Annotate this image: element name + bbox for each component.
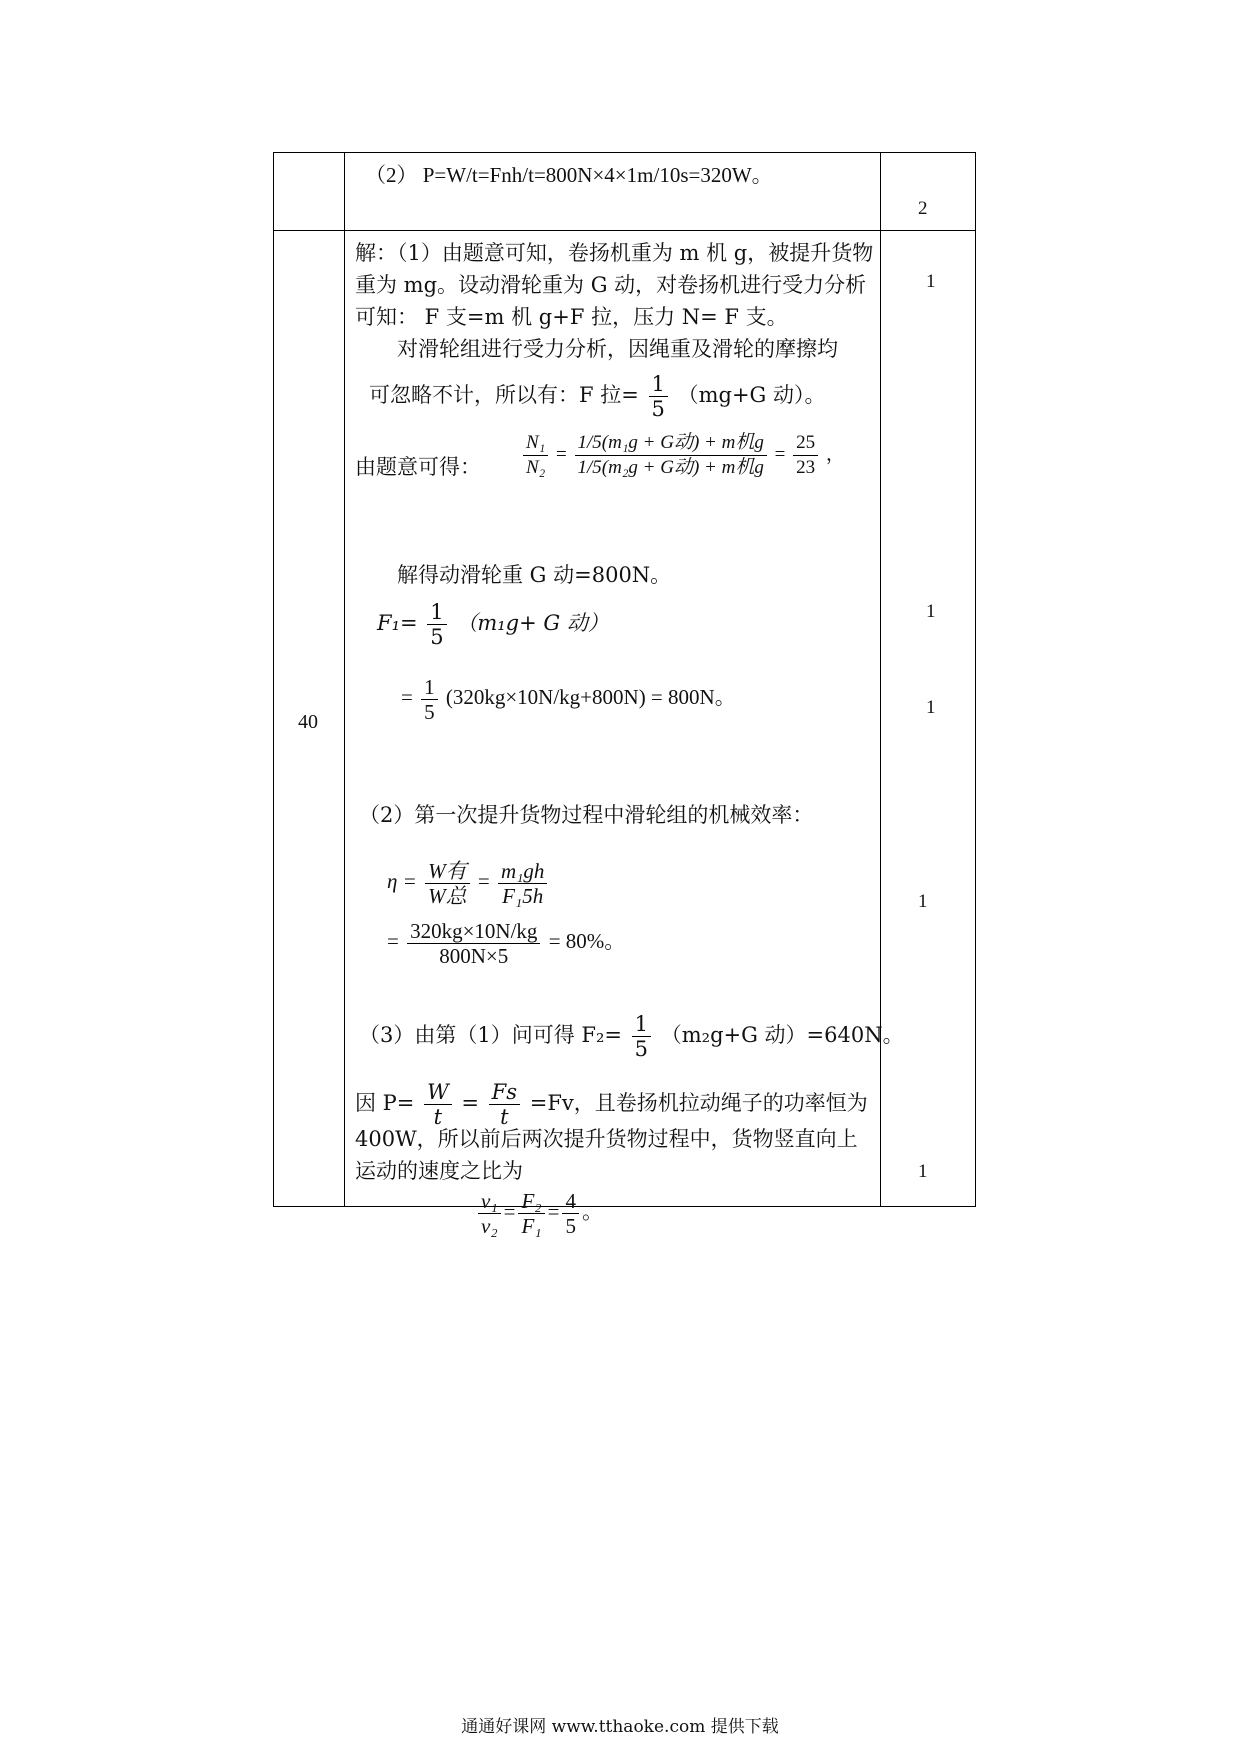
solution-line	[387, 851, 550, 911]
fraction-numerator: Fs	[489, 1080, 520, 1105]
fraction-numerator: 1	[427, 600, 446, 625]
fraction	[489, 1080, 520, 1129]
solution-line: （2） P=W/t=Fnh/t=800N×4×1m/10s=320W。	[365, 163, 773, 187]
solution-line	[355, 1073, 868, 1133]
fraction-denominator: 5	[565, 1214, 576, 1238]
fraction-denominator: 5	[651, 397, 665, 421]
question-number: 40	[298, 711, 318, 733]
fraction-denominator: 1/5(m₂g + G动) + m机g	[577, 457, 764, 478]
fraction-numerator: N₁	[523, 431, 548, 456]
solution-line	[401, 667, 736, 727]
equals-sign: =	[547, 1199, 560, 1224]
line-text: （m₁g+ G 动）	[456, 611, 609, 635]
line-text: =	[401, 685, 413, 709]
question-number-cell	[274, 153, 345, 231]
fraction-numerator: 1	[421, 675, 438, 700]
solution-cell	[345, 231, 904, 1238]
fraction-denominator: 5	[430, 625, 444, 649]
solution-line: 解：（1）由题意可知，卷扬机重为 m 机 g，被提升货物	[355, 241, 874, 265]
fraction-numerator: 25	[793, 431, 818, 456]
fraction	[562, 1189, 579, 1238]
fraction-denominator: F₁	[521, 1214, 542, 1238]
line-text: = 80%。	[548, 929, 626, 953]
score-cell	[881, 153, 976, 231]
fraction-numerator: 4	[562, 1189, 579, 1214]
fraction-denominator: v₂	[481, 1214, 498, 1238]
fraction-numerator: W	[424, 1080, 452, 1105]
page-footer: 通通好课网 www.tthaoke.com 提供下载	[461, 1717, 779, 1737]
solution-cell	[345, 153, 881, 231]
line-text: =	[387, 929, 399, 953]
velocity-ratio-equation	[475, 1189, 603, 1238]
score-value: 1	[918, 1161, 928, 1182]
fraction-denominator: t	[433, 1105, 443, 1129]
equals-sign: =	[461, 1091, 479, 1115]
equals-sign: =	[503, 1199, 516, 1224]
solution-line: （2）第一次提升货物过程中滑轮组的机械效率：	[359, 803, 814, 827]
line-text: η =	[387, 869, 417, 893]
fraction	[523, 431, 548, 480]
line-text: 因 P=	[355, 1091, 415, 1115]
score-value: 2	[918, 198, 928, 219]
fraction	[421, 675, 438, 724]
equals-sign: =	[477, 869, 490, 893]
punctuation: 。	[581, 1199, 603, 1224]
line-text: =Fv，且卷扬机拉动绳子的功率恒为	[529, 1091, 868, 1115]
solution-line: 解得动滑轮重 G 动=800N。	[397, 563, 672, 587]
score-value: 1	[926, 697, 936, 718]
fraction-numerator: v₁	[478, 1189, 501, 1214]
fraction	[478, 1189, 501, 1238]
fraction-denominator: 5	[634, 1037, 649, 1061]
score-value: 1	[926, 271, 936, 292]
solution-line	[359, 1005, 904, 1065]
question-number-cell	[274, 231, 345, 1207]
fraction-denominator: 23	[796, 457, 816, 478]
ratio-equation	[520, 431, 845, 480]
fraction-denominator: t	[500, 1105, 509, 1129]
line-text: 可忽略不计，所以有：F 拉=	[369, 383, 639, 407]
score-value: 1	[918, 891, 928, 912]
fraction	[498, 859, 547, 908]
fraction-numerator: 1	[632, 1012, 651, 1037]
fraction-denominator: 800N×5	[439, 943, 509, 968]
fraction-numerator: 320kg×10N/kg	[407, 919, 540, 944]
fraction	[424, 1080, 452, 1129]
line-text: F₁=	[377, 611, 418, 635]
fraction	[632, 1012, 651, 1061]
line-text: （m₂g+G 动）=640N。	[660, 1023, 904, 1047]
fraction	[793, 431, 818, 480]
fraction-numerator: W有	[425, 859, 470, 884]
solution-line: 可知： F 支=m 机 g+F 拉，压力 N= F 支。	[355, 305, 788, 329]
solution-line: 重为 mg。设动滑轮重为 G 动，对卷扬机进行受力分析	[355, 273, 867, 297]
solution-line: 对滑轮组进行受力分析，因绳重及滑轮的摩擦均	[397, 337, 838, 361]
fraction-denominator: N₂	[526, 457, 546, 478]
equals-sign: =	[556, 443, 567, 465]
solution-line: 由题意可得：	[355, 455, 481, 479]
fraction-numerator: 1/5(m₁g + G动) + m机g	[575, 431, 767, 456]
punctuation: ，	[825, 443, 845, 465]
solution-line: 400W，所以前后两次提升货物过程中，货物竖直向上	[355, 1127, 858, 1151]
fraction	[427, 600, 446, 649]
fraction-denominator: W总	[428, 883, 467, 908]
line-text: （3）由第（1）问可得 F₂=	[359, 1023, 622, 1047]
line-text: （mg+G 动）。	[677, 383, 826, 407]
solution-line	[377, 593, 609, 653]
table-row	[274, 231, 976, 1207]
fraction	[425, 859, 470, 908]
fraction	[407, 919, 540, 968]
score-value: 1	[926, 601, 936, 622]
line-text: (320kg×10N/kg+800N) = 800N。	[445, 685, 736, 709]
fraction	[575, 431, 767, 480]
solution-line: 运动的速度之比为	[355, 1159, 523, 1183]
fraction	[518, 1189, 544, 1238]
fraction-numerator: 1	[649, 372, 668, 397]
solution-line	[387, 911, 625, 971]
score-cell	[881, 231, 976, 1207]
fraction-numerator: F₂	[518, 1189, 544, 1214]
fraction-denominator: 5	[424, 699, 435, 724]
fraction	[649, 372, 668, 421]
answer-table	[273, 152, 976, 1238]
table-row	[274, 153, 976, 231]
equals-sign: =	[774, 443, 786, 465]
fraction-numerator: m₁gh	[498, 859, 547, 884]
solution-line	[369, 365, 826, 425]
fraction-denominator: F₁5h	[502, 883, 544, 908]
